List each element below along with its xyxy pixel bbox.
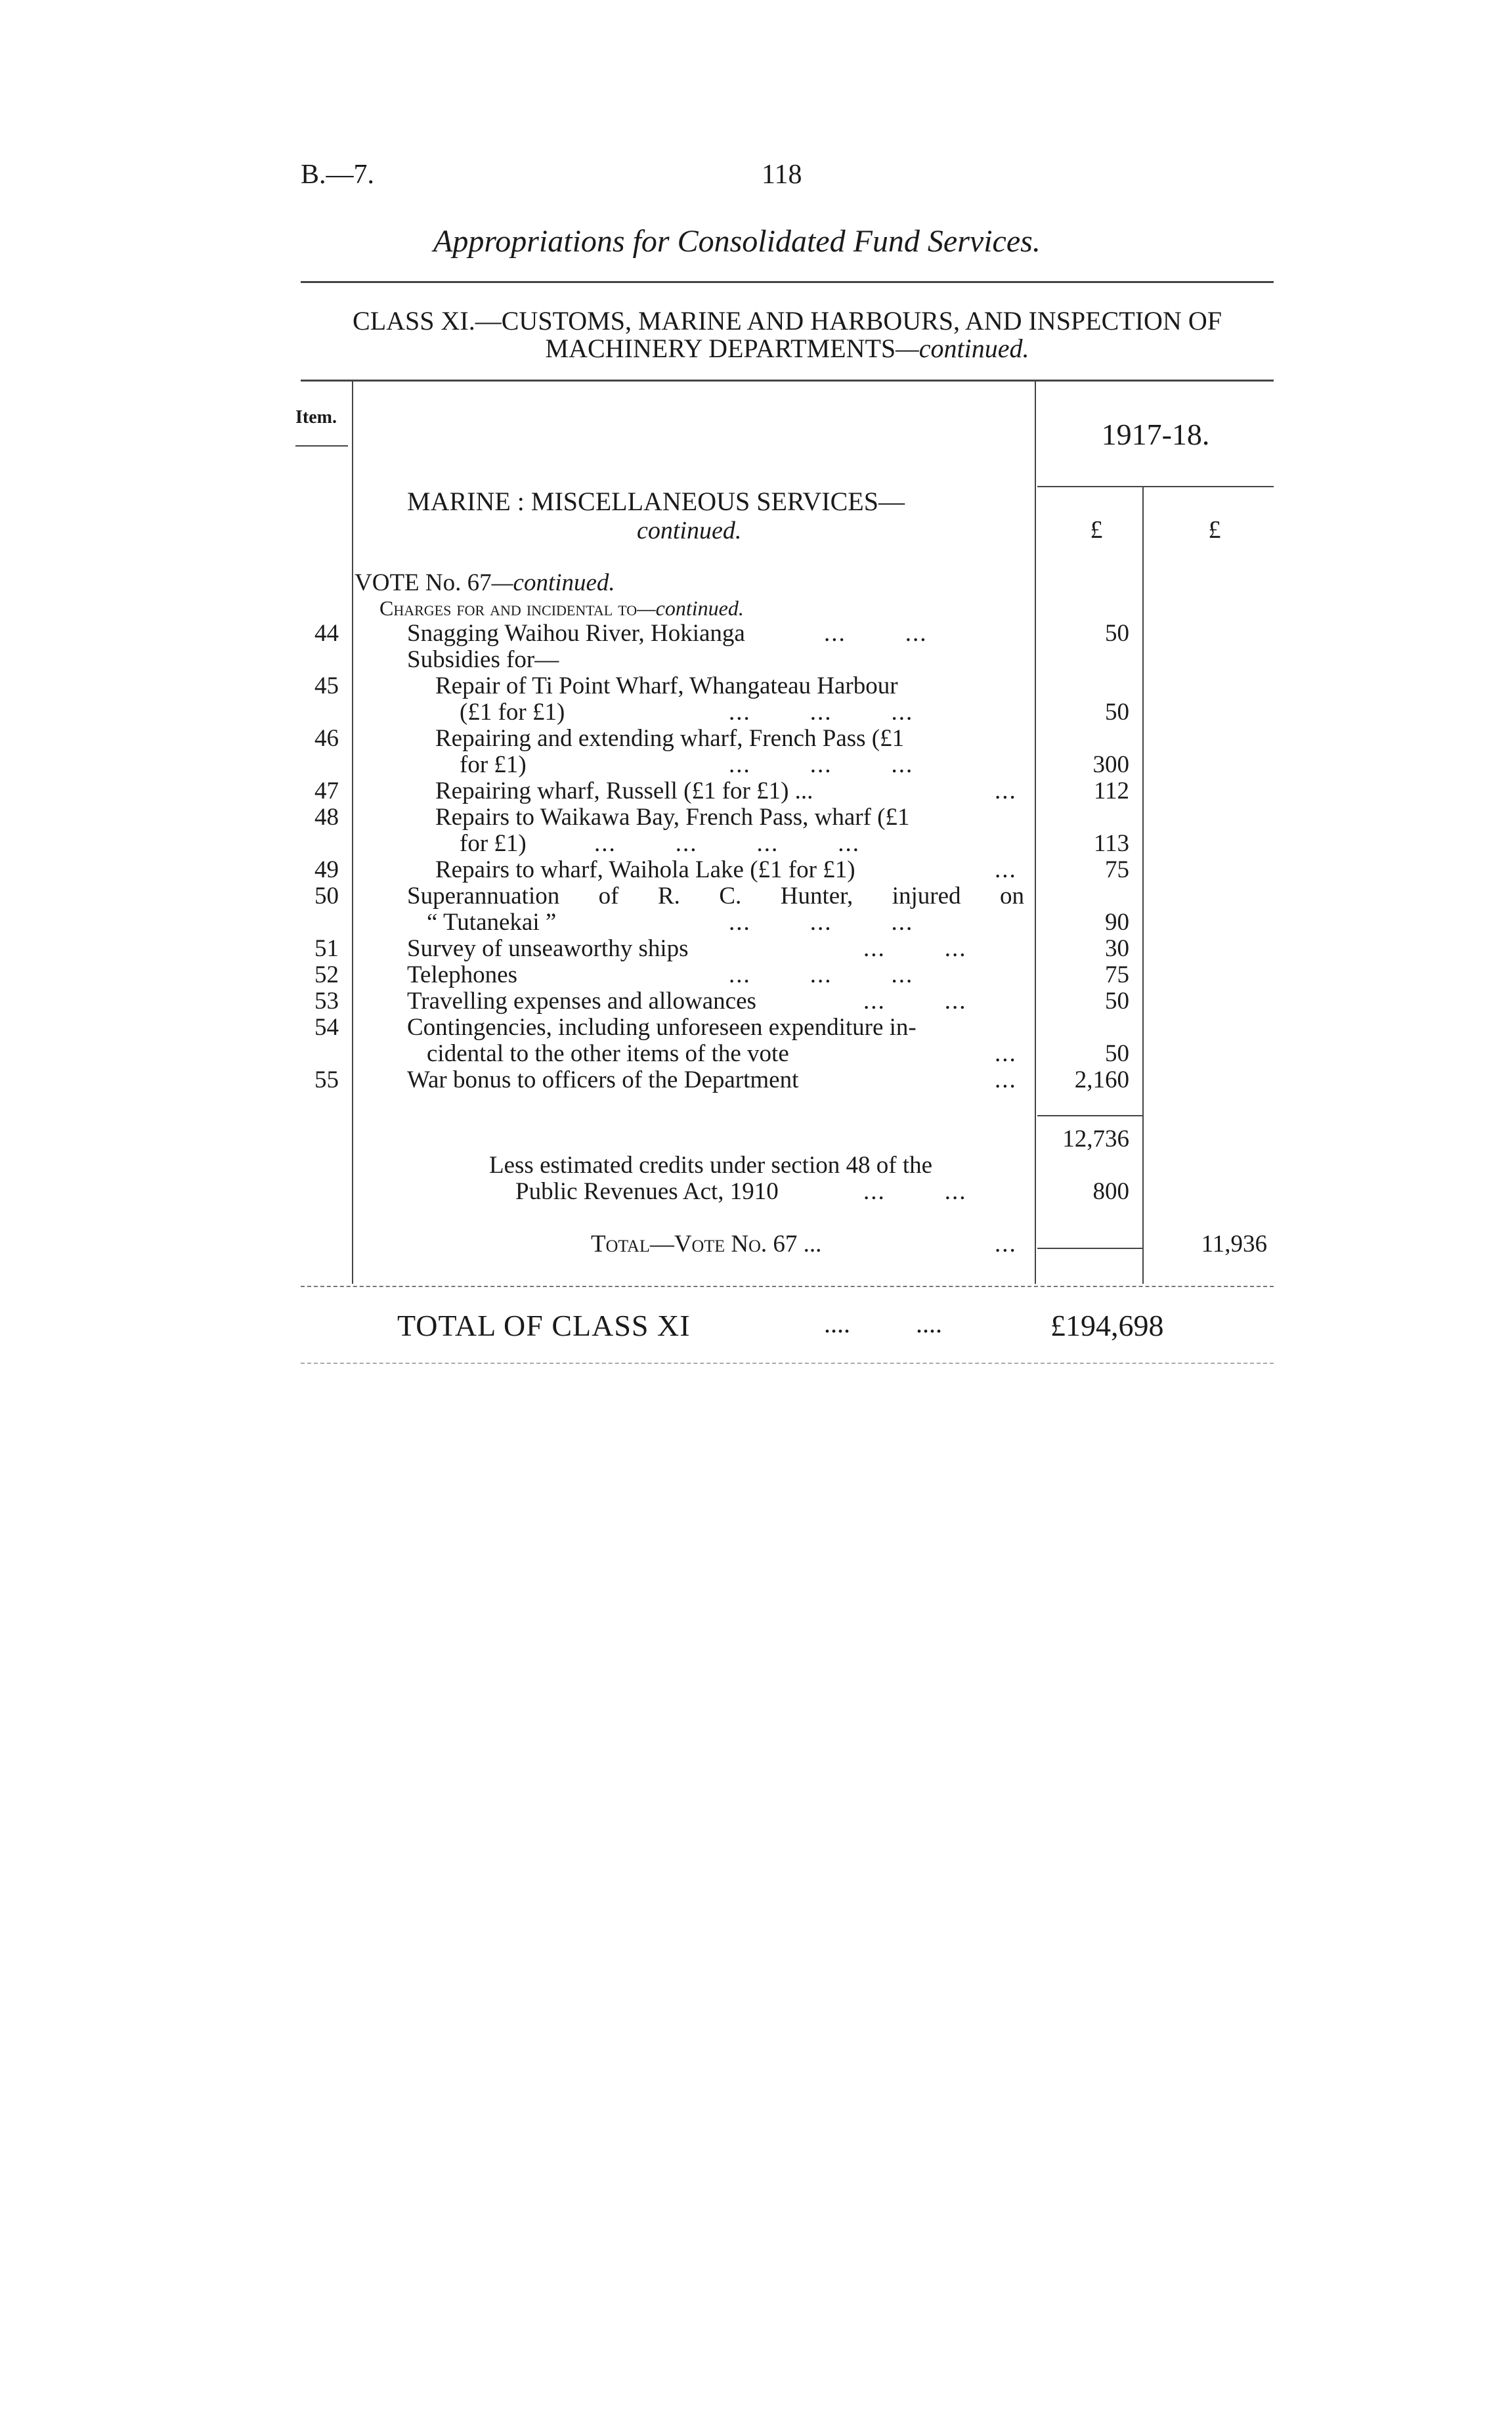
item-number: 50: [314, 883, 339, 910]
vote-line: [355, 570, 615, 596]
row-description-cont: for £1): [460, 751, 527, 778]
row-description: War bonus to officers of the Department: [407, 1066, 799, 1093]
total-column-rule: [1142, 486, 1144, 1284]
item-column-header: Item.: [295, 407, 337, 428]
row-description: Telephones: [407, 961, 517, 988]
item-number: 55: [314, 1066, 339, 1093]
less-credits-line1: Less estimated credits under section 48 of the: [489, 1152, 933, 1179]
less-credits-line2: Public Revenues Act, 1910: [515, 1178, 779, 1205]
currency-col1: £: [1090, 516, 1103, 544]
row-description: Repairing wharf, Russell (£1 for £1) ...: [435, 778, 813, 804]
class-heading-line1: CLASS XI.—CUSTOMS, MARINE AND HARBOURS, AND INSPECTION OF: [353, 306, 1222, 336]
row-description: Travelling expenses and allowances: [407, 988, 756, 1015]
item-number: 44: [314, 620, 339, 647]
row-amount: 50: [1105, 699, 1129, 726]
total-vote-amount: 11,936: [1201, 1231, 1267, 1258]
subtotal-amount: 12,736: [1062, 1126, 1129, 1152]
row-description-cont: “ Tutanekai ”: [427, 909, 557, 936]
table-bottom-rule: [301, 1286, 1274, 1287]
less-credits-amount: 800: [1092, 1178, 1129, 1205]
total-rule: [1037, 1248, 1142, 1249]
item-number: 52: [314, 961, 339, 988]
row-amount: 90: [1105, 909, 1129, 936]
subtotal-rule: [1037, 1115, 1142, 1116]
total-class-amount: £194,698: [1050, 1309, 1164, 1342]
item-number: 49: [314, 856, 339, 883]
row-description: Snagging Waihou River, Hokianga: [407, 620, 745, 647]
row-description: Repairs to wharf, Waihola Lake (£1 for £1): [435, 856, 855, 883]
row-amount: 50: [1105, 620, 1129, 647]
section-continued: continued.: [637, 517, 742, 544]
item-number: 53: [314, 988, 339, 1015]
item-number: 54: [314, 1014, 339, 1041]
row-amount: 112: [1093, 778, 1129, 804]
row-description-cont: (£1 for £1): [460, 699, 565, 726]
leader-dots: ... ...: [824, 620, 928, 647]
leader-dots: ...: [995, 778, 1017, 804]
row-amount: 75: [1105, 856, 1129, 883]
total-class-dots: .... ....: [824, 1309, 942, 1338]
charges-line-main: Charges for and incidental to: [379, 596, 637, 620]
row-amount: 2,160: [1074, 1066, 1129, 1093]
leader-dots: ...: [995, 1040, 1017, 1067]
row-description: Subsidies for—: [407, 646, 559, 673]
class-heading-line2: [301, 335, 1274, 362]
year-header: 1917-18.: [1101, 418, 1210, 451]
leader-dots: ... ... ...: [729, 751, 914, 778]
page-title: Appropriations for Consolidated Fund Services.: [433, 224, 1041, 259]
item-header-underline: [295, 445, 348, 447]
row-description: Repairing and extending wharf, French Pass (£1: [435, 725, 905, 752]
footer-rule: [301, 1363, 1274, 1364]
report-reference: B.—7.: [301, 160, 375, 190]
row-amount: 113: [1093, 830, 1129, 857]
table-top-rule: [301, 380, 1274, 382]
row-description: Repair of Ti Point Wharf, Whangateau Harbour: [435, 672, 898, 699]
row-amount: 50: [1105, 988, 1129, 1015]
page-number: 118: [762, 160, 802, 190]
row-description: Superannuation of R. C. Hunter, injured on: [407, 883, 1024, 910]
row-description: Contingencies, including unforeseen expenditure in-: [407, 1014, 917, 1041]
title-rule: [301, 281, 1274, 283]
row-amount: 30: [1105, 935, 1129, 962]
leader-dots: ... ...: [863, 935, 967, 962]
leader-dots: ... ... ...: [729, 961, 914, 988]
leader-dots: ... ... ...: [729, 699, 914, 726]
row-description-cont: cidental to the other items of the vote: [427, 1040, 789, 1067]
item-column-rule: [352, 381, 353, 1284]
charges-line: [379, 595, 744, 621]
section-title: MARINE : MISCELLANEOUS SERVICES—: [407, 487, 905, 516]
leader-dots: ... ...: [863, 988, 967, 1015]
row-amount: 50: [1105, 1040, 1129, 1067]
leader-dots: ...: [995, 856, 1017, 883]
leader-dots: ... ...: [863, 1178, 967, 1205]
item-number: 45: [314, 672, 339, 699]
row-amount: 300: [1092, 751, 1129, 778]
class-heading-line2-main: MACHINERY DEPARTMENTS: [545, 334, 896, 363]
row-amount: 75: [1105, 961, 1129, 988]
class-heading-continued: —continued.: [896, 334, 1029, 363]
leader-dots: ...: [995, 1066, 1017, 1093]
item-number: 51: [314, 935, 339, 962]
leader-dots: ... ... ... ...: [594, 830, 860, 857]
row-description: Repairs to Waikawa Bay, French Pass, wharf (£1: [435, 804, 910, 831]
leader-dots: ...: [995, 1231, 1017, 1258]
total-vote-label: Total—Vote No. 67 ...: [591, 1231, 822, 1258]
leader-dots: ... ... ...: [729, 909, 914, 936]
total-class-label: TOTAL OF CLASS XI: [397, 1309, 691, 1342]
charges-line-continued: —continued.: [637, 596, 744, 620]
row-description: Survey of unseaworthy ships: [407, 935, 689, 962]
vote-line-main: VOTE No. 67: [355, 569, 492, 596]
class-heading: [301, 307, 1274, 362]
item-number: 48: [314, 804, 339, 831]
year-underline: [1037, 486, 1274, 487]
item-number: 47: [314, 778, 339, 804]
vote-line-continued: —continued.: [491, 569, 615, 596]
row-description-cont: for £1): [460, 830, 527, 857]
item-number: 46: [314, 725, 339, 752]
currency-col2: £: [1208, 516, 1221, 544]
